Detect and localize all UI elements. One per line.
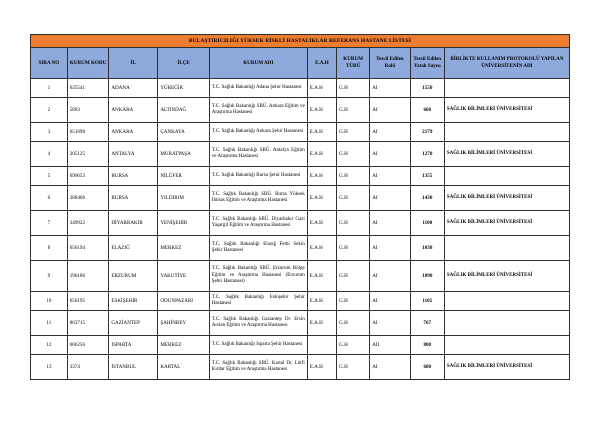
cell-kurum-kodu: 651698 — [67, 123, 109, 142]
cell-il: GAZİANTEP — [109, 311, 158, 336]
cell-kurum-turu: G.H — [337, 355, 370, 380]
cell-kurum-adi: T.C. Sağlık Bakanlığı Isparta Şehir Hastanesi — [209, 336, 307, 355]
cell-kurum-kodu: 606256 — [67, 336, 109, 355]
cell-il: ANKARA — [109, 123, 158, 142]
cell-tescil-rolu: AI — [370, 79, 410, 98]
cell-universite — [444, 167, 569, 186]
cell-eah: E.A.H — [307, 186, 336, 211]
cell-kurum-turu: G.H — [337, 79, 370, 98]
cell-universite — [444, 292, 569, 311]
table-title: BULAŞTIRICILIĞI YÜKSEK RİSKLİ HASTALIKLAR REFERANS HASTANE LİSTESİ — [31, 35, 570, 48]
cell-yatak-sayisi: 1105 — [410, 292, 444, 311]
cell-yatak-sayisi: 1550 — [410, 79, 444, 98]
table-column-header-row — [31, 48, 570, 79]
cell-kurum-adi: T.C. Sağlık Bakanlığı Bursa Şehir Hastanesi — [209, 167, 307, 186]
cell-ilce: NİLÜFER — [158, 167, 209, 186]
table-row — [31, 142, 570, 167]
cell-eah: E.A.H — [307, 292, 336, 311]
column-header-kurum-kodu: KURUM KODU — [67, 48, 109, 79]
cell-kurum-turu: G.H — [337, 211, 370, 236]
cell-yatak-sayisi: 1090 — [410, 261, 444, 292]
cell-tescil-rolu: AI — [370, 142, 410, 167]
cell-kurum-kodu: 625541 — [67, 79, 109, 98]
cell-yatak-sayisi: 668 — [410, 98, 444, 123]
table-row — [31, 261, 570, 292]
table-row — [31, 211, 570, 236]
hospital-reference-table — [30, 34, 570, 380]
cell-kurum-turu: G.H — [337, 123, 370, 142]
cell-universite: SAĞLIK BİLİMLERİ ÜNİVERSİTESİ — [444, 142, 569, 167]
cell-kurum-turu: G.H — [337, 98, 370, 123]
cell-eah: E.A.H — [307, 211, 336, 236]
cell-tescil-rolu: AI — [370, 355, 410, 380]
cell-universite — [444, 311, 569, 336]
cell-kurum-adi: T.C. Sağlık Bakanlığı Elazığ Fethi Sekin Şehir Hastanesi — [209, 236, 307, 261]
cell-kurum-turu: G.H — [337, 336, 370, 355]
table-body — [31, 79, 570, 380]
cell-sira-no: 1 — [31, 79, 68, 98]
cell-kurum-turu: G.H — [337, 167, 370, 186]
cell-sira-no: 10 — [31, 292, 68, 311]
cell-ilce: ÇANKAYA — [158, 123, 209, 142]
column-header-universite: BİRLİKTE KULLANIM PROTOKOLÜ YAPILAN ÜNİVERSİTENİN ADI — [444, 48, 569, 79]
table-row — [31, 167, 570, 186]
cell-eah: E.A.H — [307, 261, 336, 292]
cell-universite — [444, 123, 569, 142]
cell-kurum-kodu: 656194 — [67, 236, 109, 261]
cell-tescil-rolu: AI — [370, 211, 410, 236]
cell-kurum-kodu: 5893 — [67, 98, 109, 123]
cell-kurum-kodu: 196186 — [67, 261, 109, 292]
column-header-kurum-adi: KURUM ADI — [209, 48, 307, 79]
cell-sira-no: 5 — [31, 167, 68, 186]
cell-sira-no: 6 — [31, 186, 68, 211]
cell-kurum-turu: G.H — [337, 186, 370, 211]
table-row — [31, 355, 570, 380]
cell-kurum-adi: T.C. Sağlık Bakanlığı SBÜ. Diyarbakır Gazi Yaşargil Eğitim ve Araştırma Hastanesi — [209, 211, 307, 236]
cell-ilce: MERKEZ — [158, 336, 209, 355]
cell-universite: SAĞLIK BİLİMLERİ ÜNİVERSİTESİ — [444, 261, 569, 292]
cell-kurum-adi: T.C. Sağlık Bakanlığı SBÜ. Erzurum Bölge Eğitim ve Araştırma Hastanesi (Erzurum Şehir Hastanesi) — [209, 261, 307, 292]
cell-tescil-rolu: AI — [370, 186, 410, 211]
table-row — [31, 123, 570, 142]
cell-il: ELAZIĞ — [109, 236, 158, 261]
cell-il: ADANA — [109, 79, 158, 98]
cell-yatak-sayisi: 1100 — [410, 211, 444, 236]
cell-yatak-sayisi: 1430 — [410, 186, 444, 211]
cell-tescil-rolu: AI — [370, 123, 410, 142]
cell-kurum-turu: G.H — [337, 292, 370, 311]
table-row — [31, 292, 570, 311]
cell-kurum-kodu: 690653 — [67, 167, 109, 186]
cell-kurum-adi: T.C. Sağlık Bakanlığı SBÜ. Bursa Yüksek İhtisas Eğitim ve Araştırma Hastanesi — [209, 186, 307, 211]
cell-yatak-sayisi: 680 — [410, 355, 444, 380]
cell-kurum-turu: G.H — [337, 261, 370, 292]
cell-universite: SAĞLIK BİLİMLERİ ÜNİVERSİTESİ — [444, 355, 569, 380]
cell-kurum-kodu: 205125 — [67, 142, 109, 167]
cell-kurum-adi: T.C. Sağlık Bakanlığı Eskişehir Şehir Hastanesi — [209, 292, 307, 311]
cell-sira-no: 8 — [31, 236, 68, 261]
cell-ilce: MURATPAŞA — [158, 142, 209, 167]
cell-eah: E.A.H — [307, 311, 336, 336]
cell-universite — [444, 336, 569, 355]
cell-il: İSTANBUL — [109, 355, 158, 380]
cell-eah: E.A.H — [307, 142, 336, 167]
cell-eah — [307, 336, 336, 355]
cell-yatak-sayisi: 2179 — [410, 123, 444, 142]
cell-eah: E.A.H — [307, 79, 336, 98]
cell-il: ISPARTA — [109, 336, 158, 355]
cell-ilce: ODUNPAZARI — [158, 292, 209, 311]
cell-ilce: YÜREĞİR — [158, 79, 209, 98]
cell-kurum-kodu: 656195 — [67, 292, 109, 311]
cell-ilce: KARTAL — [158, 355, 209, 380]
table-row — [31, 336, 570, 355]
cell-kurum-turu: G.H — [337, 311, 370, 336]
table-row — [31, 236, 570, 261]
cell-sira-no: 4 — [31, 142, 68, 167]
cell-eah: E.A.H — [307, 167, 336, 186]
cell-universite: SAĞLIK BİLİMLERİ ÜNİVERSİTESİ — [444, 98, 569, 123]
cell-kurum-adi: T.C. Sağlık Bakanlığı Gaziantep Dr. Ersin Arslan Eğitim ve Araştırma Hastanesi — [209, 311, 307, 336]
column-header-yatak-sayisi: Tescil Edilen Yatak Sayısı — [410, 48, 444, 79]
cell-tescil-rolu: AI — [370, 261, 410, 292]
cell-eah: E.A.H — [307, 123, 336, 142]
cell-tescil-rolu: AI — [370, 167, 410, 186]
cell-kurum-kodu: 349922 — [67, 211, 109, 236]
cell-il: DİYARBAKIR — [109, 211, 158, 236]
cell-il: ESKİŞEHİR — [109, 292, 158, 311]
cell-kurum-adi: T.C. Sağlık Bakanlığı SBÜ. Ankara Eğitim ve Araştırma Hastanesi — [209, 98, 307, 123]
cell-ilce: ŞAHİNBEY — [158, 311, 209, 336]
column-header-kurum-turu: KURUM TÜRÜ — [337, 48, 370, 79]
cell-yatak-sayisi: 767 — [410, 311, 444, 336]
table-row — [31, 79, 570, 98]
column-header-eah: E.A.H — [307, 48, 336, 79]
cell-yatak-sayisi: 1355 — [410, 167, 444, 186]
cell-yatak-sayisi: 1270 — [410, 142, 444, 167]
cell-il: ANKARA — [109, 98, 158, 123]
column-header-il: İL — [109, 48, 158, 79]
cell-kurum-adi: T.C. Sağlık Bakanlığı SBÜ. Kartal Dr. Lütfi Kırdar Eğitim ve Araştırma Hastanesi — [209, 355, 307, 380]
table-title-banner — [31, 35, 570, 48]
column-header-tescil-rolu: Tescil Edilen Rolü — [370, 48, 410, 79]
cell-sira-no: 3 — [31, 123, 68, 142]
cell-ilce: YAKUTİYE — [158, 261, 209, 292]
cell-universite — [444, 79, 569, 98]
cell-yatak-sayisi: 800 — [410, 336, 444, 355]
cell-il: BURSA — [109, 167, 158, 186]
cell-il: ERZURUM — [109, 261, 158, 292]
cell-tescil-rolu: AI — [370, 292, 410, 311]
cell-sira-no: 7 — [31, 211, 68, 236]
cell-tescil-rolu: AI — [370, 311, 410, 336]
cell-sira-no: 12 — [31, 336, 68, 355]
table-head — [31, 35, 570, 79]
cell-kurum-adi: T.C. Sağlık Bakanlığı Adana Şehir Hastanesi — [209, 79, 307, 98]
cell-sira-no: 2 — [31, 98, 68, 123]
table-row — [31, 311, 570, 336]
cell-kurum-kodu: 3374 — [67, 355, 109, 380]
table-row — [31, 98, 570, 123]
cell-tescil-rolu: AI — [370, 98, 410, 123]
cell-universite — [444, 236, 569, 261]
cell-universite: SAĞLIK BİLİMLERİ ÜNİVERSİTESİ — [444, 186, 569, 211]
table-row — [31, 186, 570, 211]
cell-eah: E.A.H — [307, 98, 336, 123]
cell-sira-no: 13 — [31, 355, 68, 380]
cell-universite: SAĞLIK BİLİMLERİ ÜNİVERSİTESİ — [444, 211, 569, 236]
cell-ilce: MERKEZ — [158, 236, 209, 261]
cell-ilce: ALTINDAĞ — [158, 98, 209, 123]
cell-kurum-kodu: 388466 — [67, 186, 109, 211]
cell-kurum-kodu: 863715 — [67, 311, 109, 336]
cell-kurum-turu: G.H — [337, 236, 370, 261]
column-header-sira-no: SIRA NO — [31, 48, 68, 79]
cell-eah: E.A.H — [307, 355, 336, 380]
cell-kurum-adi: T.C. Sağlık Bakanlığı SBÜ. Antalya Eğitim ve Araştırma Hastanesi — [209, 142, 307, 167]
cell-il: ANTALYA — [109, 142, 158, 167]
cell-kurum-turu: G.H — [337, 142, 370, 167]
cell-tescil-rolu: AII — [370, 336, 410, 355]
cell-sira-no: 11 — [31, 311, 68, 336]
cell-kurum-adi: T.C. Sağlık Bakanlığı Ankara Şehir Hastanesi — [209, 123, 307, 142]
cell-tescil-rolu: AI — [370, 236, 410, 261]
cell-ilce: YENİŞEHİR — [158, 211, 209, 236]
cell-sira-no: 9 — [31, 261, 68, 292]
cell-il: BURSA — [109, 186, 158, 211]
cell-eah: E.A.H — [307, 236, 336, 261]
cell-ilce: YILDIRIM — [158, 186, 209, 211]
cell-yatak-sayisi: 1038 — [410, 236, 444, 261]
column-header-ilce: İLÇE — [158, 48, 209, 79]
